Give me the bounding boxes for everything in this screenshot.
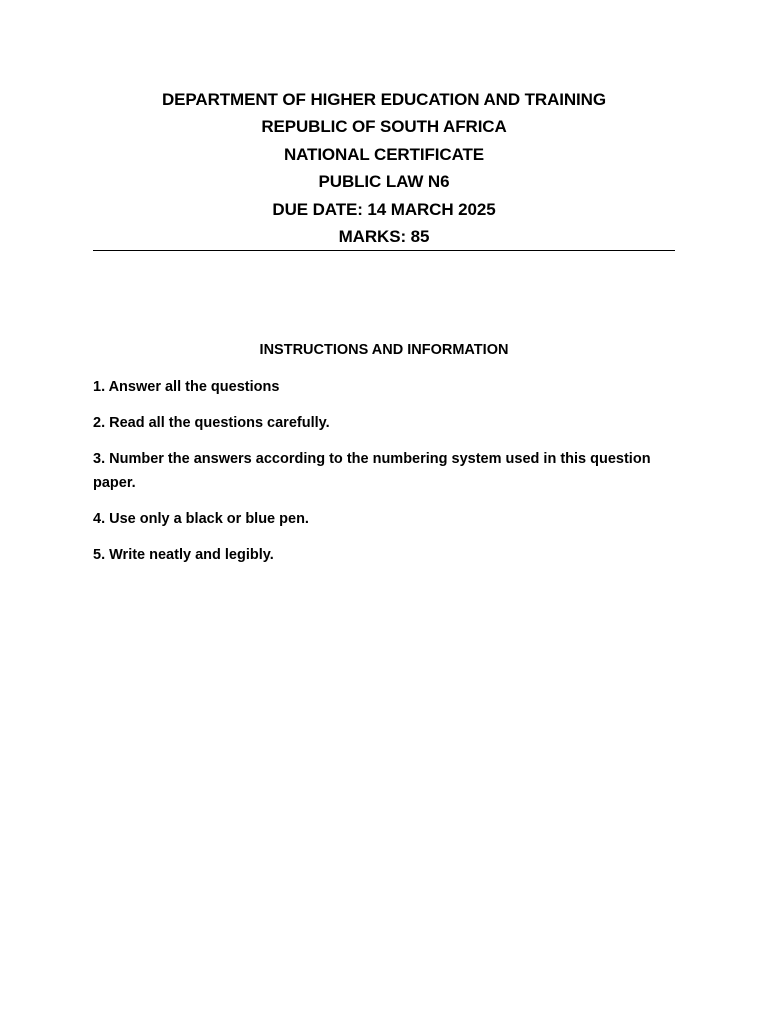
header-divider: [93, 250, 675, 251]
instruction-item-2: 2. Read all the questions carefully.: [93, 415, 330, 431]
country-title: REPUBLIC OF SOUTH AFRICA: [261, 117, 507, 137]
department-title: DEPARTMENT OF HIGHER EDUCATION AND TRAINING: [162, 90, 606, 109]
instructions-list: [93, 375, 653, 579]
instruction-item-3: 3. Number the answers according to the numbering system used in this question paper.: [93, 451, 651, 491]
subject-title: PUBLIC LAW N6: [318, 172, 450, 192]
instruction-item-1: 1. Answer all the questions: [93, 379, 280, 395]
instruction-item-5: 5. Write neatly and legibly.: [93, 547, 274, 563]
due-date: DUE DATE: 14 MARCH 2025: [272, 199, 496, 219]
certificate-title: NATIONAL CERTIFICATE: [283, 144, 485, 164]
marks-total: MARKS: 85: [338, 227, 430, 247]
instructions-heading: INSTRUCTIONS AND INFORMATION: [259, 342, 509, 358]
instruction-item-4: 4. Use only a black or blue pen.: [93, 511, 309, 527]
document-header: [93, 86, 675, 250]
